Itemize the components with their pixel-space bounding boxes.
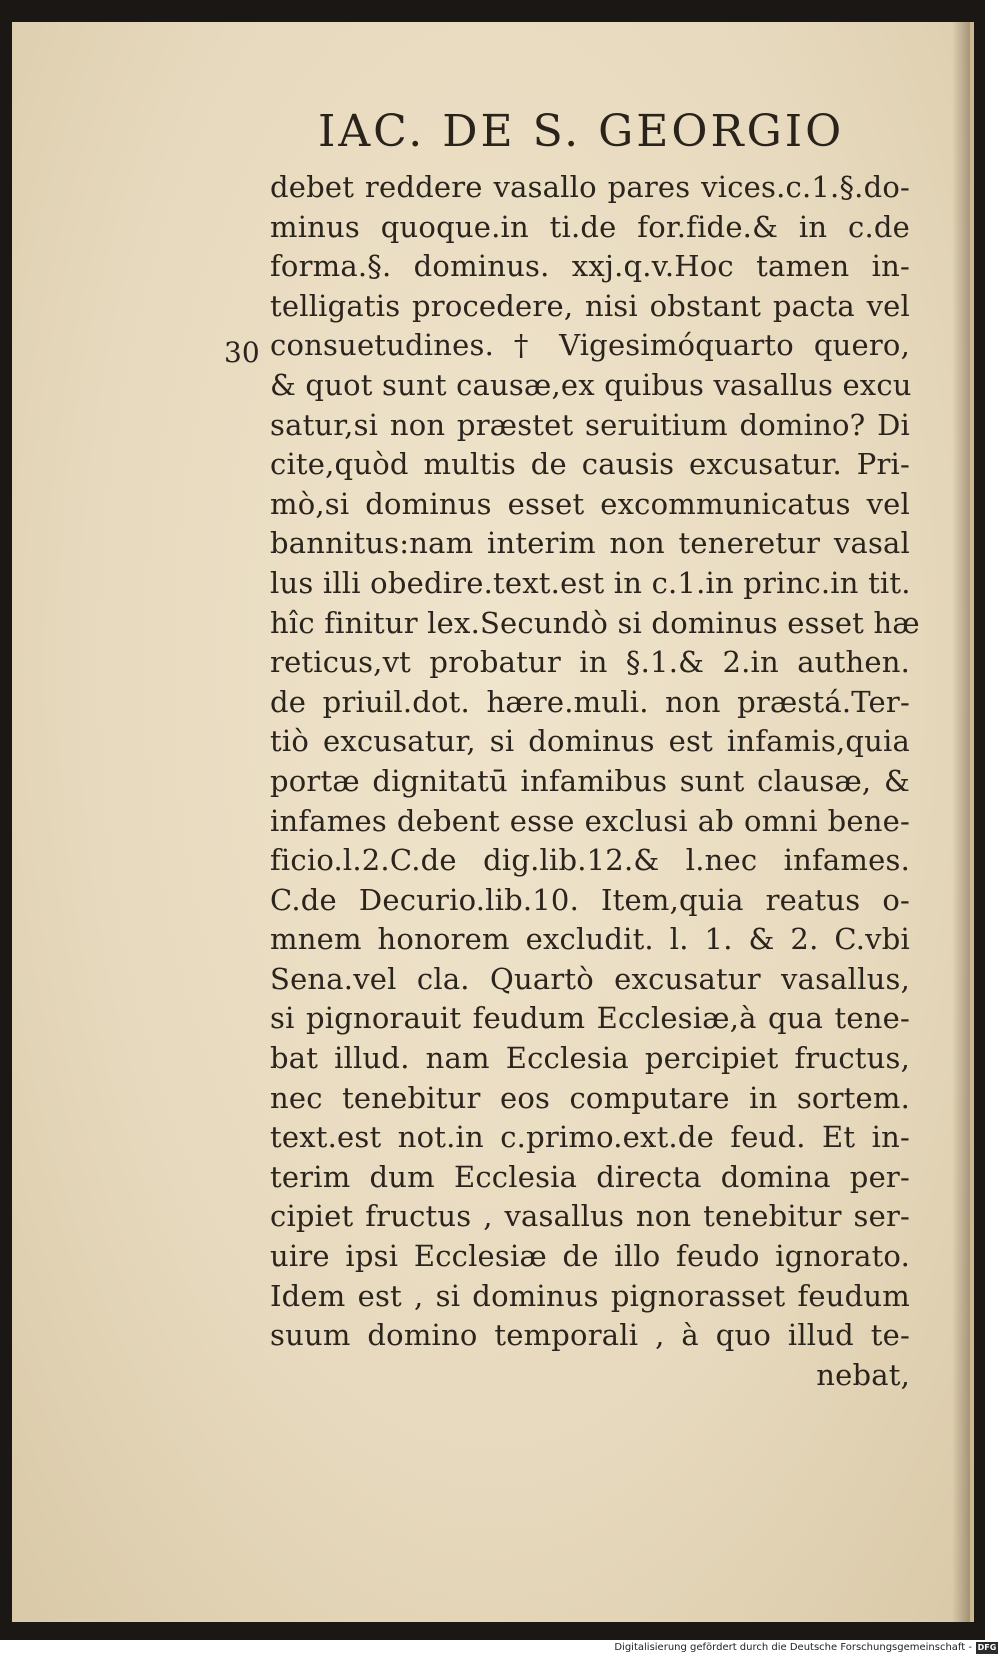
text-line: portæ dignitatū infamibus sunt clausæ, &	[270, 763, 910, 798]
text-line: ficio.l.2.C.de dig.lib.12.& l.nec infames.	[270, 843, 910, 878]
funding-credit: Digitalisierung gefördert durch die Deutsche Forschungsgemeinschaft -	[614, 1642, 972, 1653]
text-line: Sena.vel cla. Quartò excusatur vasallus,	[270, 961, 910, 996]
text-line: mò,si dominus esset excommunicatus vel	[270, 486, 910, 521]
text-line: C.de Decurio.lib.10. Item,quia reatus o-	[270, 882, 910, 917]
text-line: cite,quòd multis de causis excusatur. Pri-	[270, 447, 910, 482]
text-line: mnem honorem excludit. l. 1. & 2. C.vbi	[270, 922, 910, 957]
text-line: nec tenebitur eos computare in sortem.	[270, 1080, 910, 1115]
text-line: nebat,	[816, 1357, 910, 1392]
text-line: cipiet fructus , vasallus non tenebitur ser-	[270, 1199, 910, 1234]
text-line: si pignorauit feudum Ecclesiæ,à qua tene-	[270, 1001, 910, 1036]
text-line: & quot sunt causæ,ex quibus vasallus excu	[270, 367, 912, 402]
text-line: de priuil.dot. hære.muli. non præstá.Ter-	[270, 684, 910, 719]
dfg-logo: DFG	[977, 1643, 997, 1652]
text-line: telligatis procedere, nisi obstant pacta vel	[270, 288, 910, 323]
text-line: uire ipsi Ecclesiæ de illo feudo ignorato.	[270, 1239, 910, 1274]
text-line: bannitus:nam interim non teneretur vasal	[270, 526, 910, 561]
text-line: hîc finitur lex.Secundò si dominus esset hæ	[270, 605, 920, 640]
text-line: minus quoque.in ti.de for.fide.& in c.de	[270, 209, 910, 244]
text-line: Idem est , si dominus pignorasset feudum	[270, 1278, 910, 1313]
text-line: reticus,vt probatur in §.1.& 2.in authen.	[270, 645, 910, 680]
text-line: bat illud. nam Ecclesia percipiet fructus,	[270, 1041, 910, 1076]
text-line: terim dum Ecclesia directa domina per-	[270, 1159, 910, 1194]
footer-bar	[0, 1640, 1000, 1657]
text-line: infames debent esse exclusi ab omni bene-	[270, 803, 910, 838]
page-edge-shadow	[952, 22, 970, 1622]
text-line: tiò excusatur, si dominus est infamis,quia	[270, 724, 910, 759]
text-line: lus illi obedire.text.est in c.1.in princ.in tit.	[270, 565, 911, 600]
margin-line-number: 30	[224, 336, 260, 369]
running-head: IAC. DE S. GEORGIO	[318, 106, 845, 157]
text-line: suum domino temporali , à quo illud te-	[270, 1318, 910, 1353]
text-line: text.est not.in c.primo.ext.de feud. Et in-	[270, 1120, 910, 1155]
text-line: consuetudines. † Vigesimóquarto quero,	[270, 328, 910, 363]
text-line: debet reddere vasallo pares vices.c.1.§.do-	[270, 170, 910, 204]
text-line: satur,si non præstet seruitium domino? Di	[270, 407, 910, 442]
text-line: forma.§. dominus. xxj.q.v.Hoc tamen in-	[270, 249, 910, 284]
body-text	[270, 168, 920, 1395]
